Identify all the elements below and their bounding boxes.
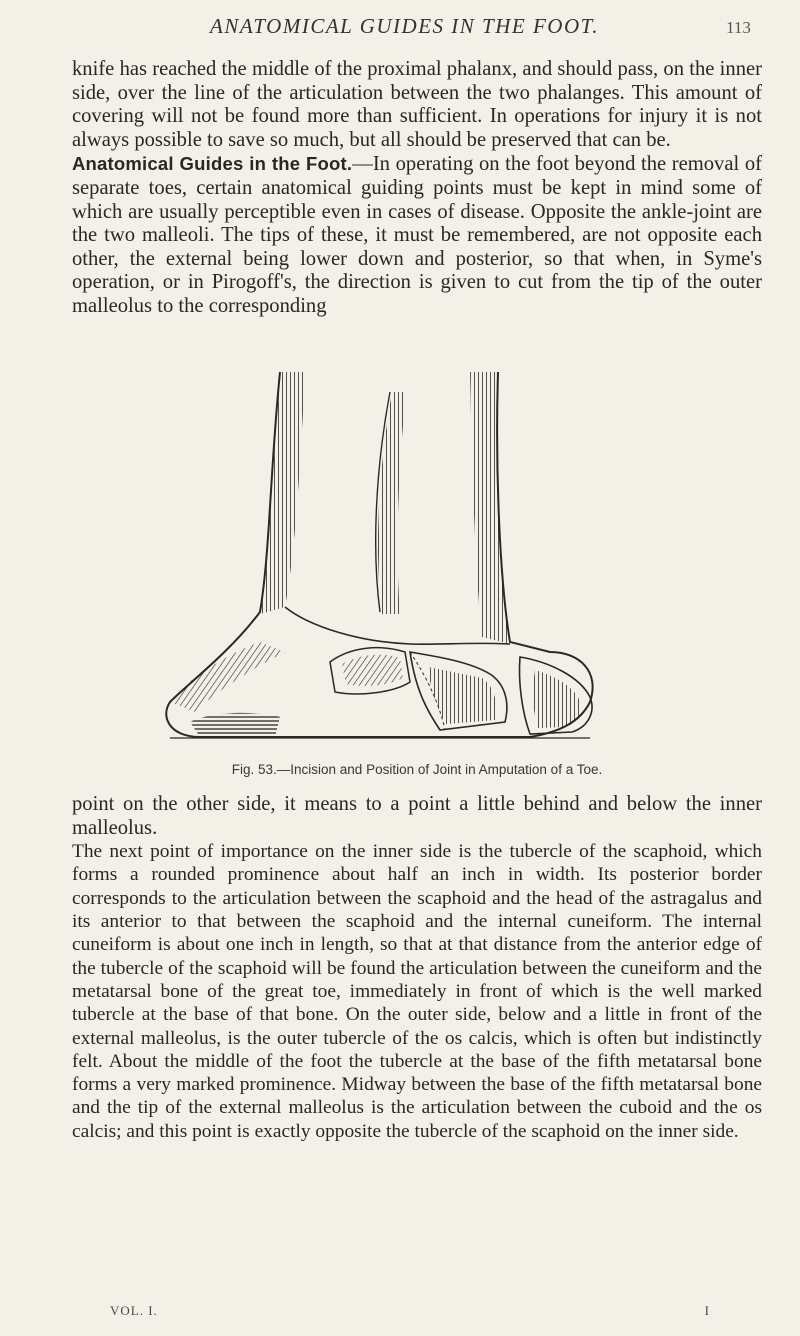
page-footer [110, 1303, 710, 1319]
leg-shading-right [470, 372, 510, 644]
paragraph-4: The next point of importance on the inner side is the tubercle of the scaphoid, which forms a rounded prominence about half an inch in width. Its posterior border corresponds to the articulation between the scaphoid and the head of the astragalus and its anterior to that between the scaphoid and the internal cuneiform. The internal cuneiform is about one inch in length, so that at that distance from the anterior edge of the tubercle of the scaphoid will be found the articulation between the cuneiform and the metatarsal bone of the great toe, immediately in front of which is the well marked tubercle at the base of that bone. On the outer side, below and a little in front of the external malleolus, is the outer tubercle of the os calcis, which is often but indistinctly felt. About the middle of the foot the tubercle at the base of the fifth metatarsal bone forms a very marked prominence. Midway between the base of the fifth metatarsal bone and the tip of the external malleolus is the articulation between the cuboid and the os calcis; and this point is exactly opposite the tubercle of the scaphoid on the inner side. [72, 841, 762, 1142]
signature-mark: I [704, 1303, 710, 1318]
paragraph-3: point on the other side, it means to a point a little behind and below the inner malleolus. [72, 793, 762, 839]
body-text-top [72, 58, 762, 319]
heel-base [190, 713, 280, 737]
running-head: ANATOMICAL GUIDES IN THE FOOT. [210, 14, 599, 38]
paragraph-2 [72, 152, 762, 318]
heel-shading [170, 642, 285, 712]
toe-shading [428, 667, 496, 724]
section-heading: Anatomical Guides in the Foot. [72, 153, 353, 175]
calf-shading [378, 392, 406, 614]
leg-shading-left [260, 372, 305, 614]
body-text-bottom [72, 793, 762, 1143]
hand-shading [342, 655, 403, 686]
paragraph-1: knife has reached the middle of the proximal phalanx, and should pass, on the inner side, over the line of the articulation between the two phalanges. This amount of covering will not be found more than sufficient. In operations for injury it is not always possible to save so much, but all should be preserved that can be. [72, 58, 762, 151]
page-number: 113 [726, 18, 751, 37]
figure-53 [110, 352, 710, 762]
figure-caption: Fig. 53.—Incision and Position of Joint in Amputation of a Toe. [231, 762, 603, 777]
foot-illustration [110, 352, 710, 762]
volume-mark: VOL. I. [110, 1303, 158, 1318]
paragraph-2-text: —In operating on the foot beyond the removal of separate toes, certain anatomical guiding points must be kept in mind some of which are usually perceptible even in cases of disease. Opposite the ankle-joint are the two malleoli. The tips of these, it must be remembered, are not opposite each other, the external being lower down and posterior, so that when, in Syme's operation, or in Pirogoff's, the direction is given to cut from the tip of the outer malleolus to the corresponding [72, 153, 762, 317]
